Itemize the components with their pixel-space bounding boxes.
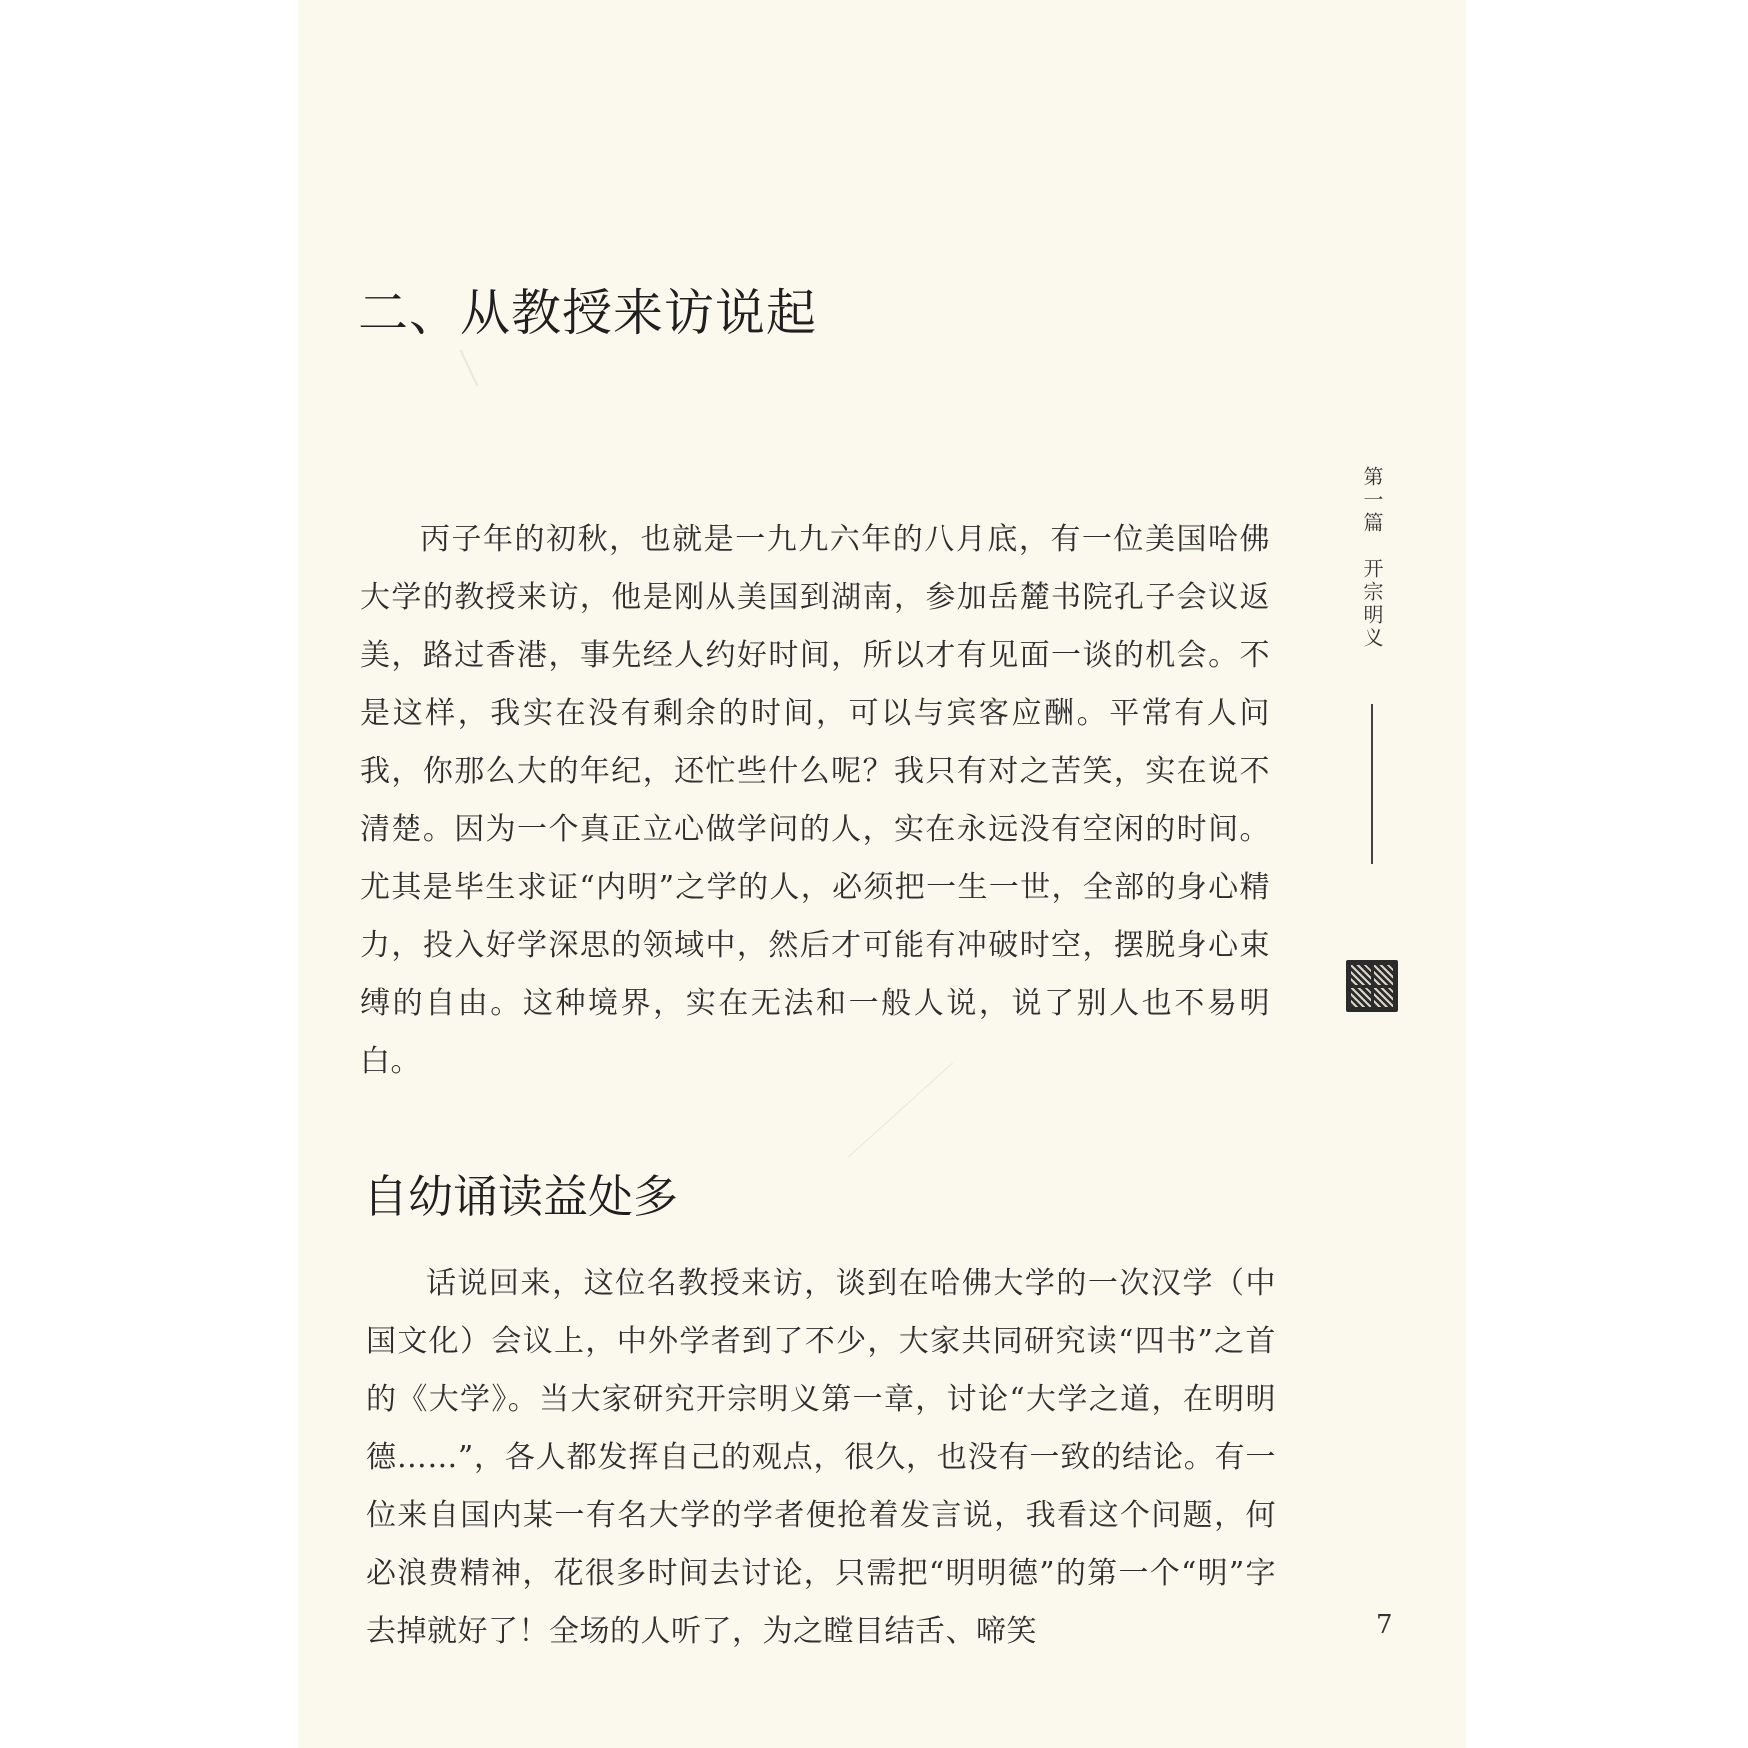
side-rule-divider <box>1371 704 1373 864</box>
side-header: 第一篇 开宗明义 <box>1360 466 1384 650</box>
page-number: 7 <box>1376 1610 1393 1640</box>
section-title: 自幼诵读益处多 <box>363 1170 679 1223</box>
paragraph-1: 丙子年的初秋，也就是一九九六年的八月底，有一位美国哈佛大学的教授来访，他是刚从美国到湖南，参加岳麓书院孔子会议返美，路过香港，事先经人约好时间，所以才有见面一谈的机会。不是这样，我实在没有剩余的时间，可以与宾客应酬。平常有人问我，你那么大的年纪，还忙些什么呢？我只有对之苦笑，实在说不清楚。因为一个真正立心做学问的人，实在永远没有空闲的时间。尤其是毕生求证“内明”之学的人，必须把一生一世，全部的身心精力，投入好学深思的领域中，然后才可能有冲破时空，摆脱身心束缚的自由。这种境界，实在无法和一般人说，说了别人也不易明白。 <box>360 522 1270 1079</box>
chapter-title: 二、从教授来访说起 <box>358 284 817 342</box>
paragraph-2: 话说回来，这位名教授来访，谈到在哈佛大学的一次汉学（中国文化）会议上，中外学者到了不少，大家共同研究读“四书”之首的《大学》。当大家研究开宗明义第一章，讨论“大学之道，在明明德……”，各人都发挥自己的观点，很久，也没有一致的结论。有一位来自国内某一有名大学的学者便抢着发言说，我看这个问题，何必浪费精神，花很多时间去讨论，只需把“明明德”的第一个“明”字去掉就好了！全场的人听了，为之瞠目结舌、啼笑 <box>366 1266 1276 1649</box>
seal-stamp-icon <box>1346 960 1398 1012</box>
